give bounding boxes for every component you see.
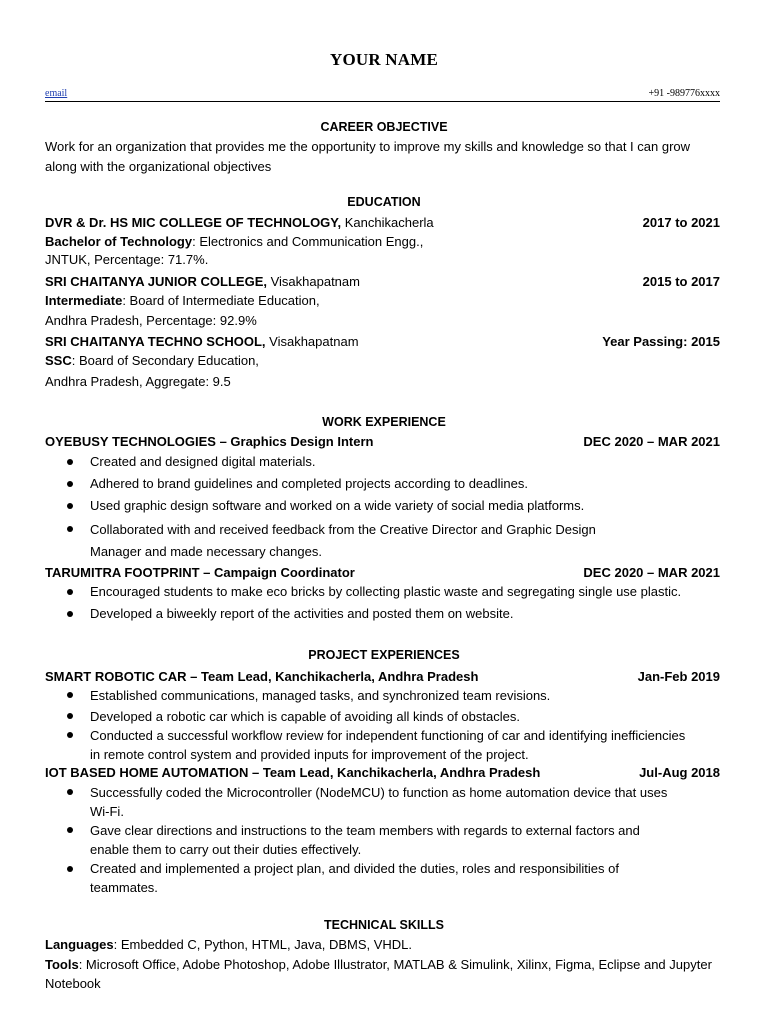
bullet-dot <box>67 503 73 509</box>
bullet-dot <box>67 692 73 698</box>
degree-label: SSC <box>45 353 72 368</box>
project-bullet: Gave clear directions and instructions to the team members with regards to external factors and enable them to carry out their duties effectively. <box>90 823 640 857</box>
work-bullet: Collaborated with and received feedback from the Creative Director and Graphic Design Manager and made necessary changes. <box>90 522 596 559</box>
bullet-dot <box>67 789 73 795</box>
school-name: DVR & Dr. HS MIC COLLEGE OF TECHNOLOGY, <box>45 215 342 230</box>
work-item <box>45 565 720 583</box>
degree-line <box>45 293 720 309</box>
bullet-dot <box>67 459 73 465</box>
degree-text: : Board of Secondary Education, <box>71 353 259 368</box>
work-bullet: Developed a biweekly report of the activities and posted them on website. <box>90 606 514 621</box>
project-item <box>45 765 720 783</box>
education-item <box>45 274 720 292</box>
degree-label: Intermediate <box>45 293 123 308</box>
school-name: SRI CHAITANYA TECHNO SCHOOL, <box>45 334 266 349</box>
work-heading: WORK EXPERIENCE <box>322 415 446 429</box>
projects-heading: PROJECT EXPERIENCES <box>308 648 460 662</box>
bullet-dot <box>67 481 73 487</box>
education-date: 2015 to 2017 <box>642 274 720 289</box>
bullet-dot <box>67 526 73 532</box>
contact-bar <box>45 88 720 102</box>
school-location: Visakhapatnam <box>266 274 360 289</box>
work-title: OYEBUSY TECHNOLOGIES – Graphics Design Intern <box>45 434 374 449</box>
project-title: IOT BASED HOME AUTOMATION – Team Lead, Kanchikacherla, Andhra Pradesh <box>45 765 541 780</box>
objective-text: Work for an organization that provides me the opportunity to improve my skills and knowledge so that I can grow along with the organizational objectives <box>45 139 691 174</box>
school-location: Kanchikacherla <box>341 215 434 230</box>
project-bullet: Established communications, managed tasks, and synchronized team revisions. <box>90 688 551 703</box>
project-bullet: Successfully coded the Microcontroller (NodeMCU) to function as home automation device that uses Wi-Fi. <box>90 785 668 819</box>
candidate-name: YOUR NAME <box>329 50 439 69</box>
work-bullet: Adhered to brand guidelines and completed projects according to deadlines. <box>90 476 528 491</box>
school-location: Visakhapatnam <box>265 334 359 349</box>
phone-number: +91 -989776xxxx <box>648 88 720 99</box>
tools-text: : Microsoft Office, Adobe Photoshop, Adobe Illustrator, MATLAB & Simulink, Xilinx, Figma, Eclipse and Jupyter Notebook <box>45 957 712 991</box>
work-title: TARUMITRA FOOTPRINT – Campaign Coordinator <box>45 565 355 580</box>
bullet-dot <box>67 866 73 872</box>
objective-heading: CAREER OBJECTIVE <box>320 120 448 134</box>
bullet-dot <box>67 732 73 738</box>
education-extra: JNTUK, Percentage: 71.7%. <box>45 252 209 267</box>
education-item <box>45 334 720 352</box>
education-extra: Andhra Pradesh, Aggregate: 9.5 <box>45 374 231 389</box>
degree-text: : Board of Intermediate Education, <box>122 293 320 308</box>
degree-line <box>45 234 720 250</box>
work-item <box>45 434 720 452</box>
project-item <box>45 669 720 687</box>
project-bullet: Conducted a successful workflow review for independent functioning of car and identifying inefficiencies in remote control system and provided inputs for improvement of the project. <box>90 728 686 762</box>
bullet-dot <box>67 827 73 833</box>
education-heading: EDUCATION <box>347 195 421 209</box>
languages-text: : Embedded C, Python, HTML, Java, DBMS, VHDL. <box>113 937 413 952</box>
education-date: 2017 to 2021 <box>642 215 720 230</box>
project-date: Jan-Feb 2019 <box>637 669 720 684</box>
education-item <box>45 215 720 233</box>
work-bullet: Used graphic design software and worked on a wide variety of social media platforms. <box>90 498 585 513</box>
skills-languages <box>45 937 720 953</box>
email-link[interactable]: email <box>45 88 68 99</box>
bullet-dot <box>67 713 73 719</box>
degree-line <box>45 353 720 369</box>
bullet-dot <box>67 589 73 595</box>
project-date: Jul-Aug 2018 <box>639 765 720 780</box>
skills-tools <box>45 955 720 993</box>
bullet-dot <box>67 611 73 617</box>
project-bullet: Created and implemented a project plan, and divided the duties, roles and responsibilities of teammates. <box>90 861 619 895</box>
work-date: DEC 2020 – MAR 2021 <box>583 434 720 449</box>
languages-label: Languages <box>45 937 114 952</box>
work-date: DEC 2020 – MAR 2021 <box>583 565 720 580</box>
degree-text: : Electronics and Communication Engg., <box>192 234 424 249</box>
work-bullet: Created and designed digital materials. <box>90 454 316 469</box>
education-extra: Andhra Pradesh, Percentage: 92.9% <box>45 313 257 328</box>
school-name: SRI CHAITANYA JUNIOR COLLEGE, <box>45 274 267 289</box>
skills-heading: TECHNICAL SKILLS <box>324 918 444 932</box>
degree-label: Bachelor of Technology <box>45 234 193 249</box>
work-bullet: Encouraged students to make eco bricks by collecting plastic waste and segregating single use plastic. <box>90 584 682 599</box>
project-title: SMART ROBOTIC CAR – Team Lead, Kanchikacherla, Andhra Pradesh <box>45 669 479 684</box>
education-date: Year Passing: 2015 <box>602 334 720 349</box>
tools-label: Tools <box>45 957 79 972</box>
project-bullet: Developed a robotic car which is capable of avoiding all kinds of obstacles. <box>90 709 520 724</box>
